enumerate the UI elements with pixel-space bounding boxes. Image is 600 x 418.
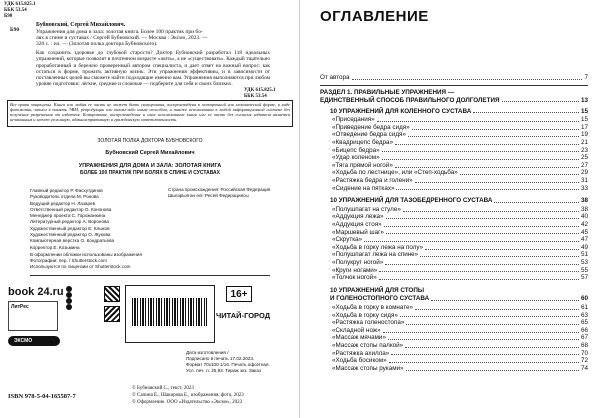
credit-line: Ведущий редактор Н. Лазарев (30, 200, 96, 206)
toc-entry-title: «Удар коленом» (332, 154, 380, 162)
credit-line: Главный редактор Р. Фасхутдинов (30, 188, 103, 193)
country-line-1: Страна происхождения: Российская Федерация (168, 187, 271, 192)
toc-page-number: 55 (580, 266, 588, 274)
toc-exercise-entry (332, 169, 588, 176)
toc-entry-title: 10 УПРАЖНЕНИЙ ДЛЯ ТАЗОБЕДРЕННОГО СУСТАВА (330, 197, 493, 205)
toc-page-number: 23 (580, 146, 588, 154)
country-line-2: Шығарылған елі: Ресей Федерациясы (168, 193, 249, 198)
toc-leader (382, 151, 579, 152)
toc-entry-title: «Сидение на пятках» (332, 184, 395, 192)
toc-entry-title: «Маршевый шаг» (332, 228, 384, 236)
bibliographic-author: Бубновский, Сергей Михайлович. (36, 22, 126, 28)
toc-leader (396, 189, 579, 190)
toc-exercise-entry (332, 147, 588, 154)
toc-exercise-entry (332, 319, 588, 326)
toc-page-number: 45 (580, 228, 588, 236)
toc-leader (391, 354, 579, 355)
toc-page-number: 66 (580, 326, 588, 334)
toc-entry-title: «Полушпагат на стуле» (332, 205, 401, 213)
toc-leader (379, 271, 579, 272)
toc-exercise-entry (332, 221, 588, 228)
copyright-line-1: © Бубновский С., текст, 2023 (132, 386, 194, 391)
toc-leader (412, 129, 579, 130)
eksmo-label: ЭКСМО (14, 338, 33, 344)
toc-exercise-entry (332, 139, 588, 146)
credit-line: Руководитель отдела М. Ронова (30, 194, 99, 200)
toc-entry-title: «Тяга прямой ногой» (332, 161, 393, 169)
toc-leader (384, 226, 579, 227)
toc-leader (420, 256, 579, 257)
toc-exercise-entry (332, 162, 588, 169)
toc-exercise-entry (332, 259, 588, 266)
divider (30, 275, 270, 276)
toc-leader (352, 79, 583, 80)
illustration-line-2: Фотографии: пер. / Shutterstock.com (30, 258, 107, 263)
toc-entry-title: «Толчок ногой» (332, 274, 377, 282)
toc-leader (386, 233, 579, 234)
toc-exercise-entry (332, 244, 588, 251)
toc-entry-title: 10 УПРАЖНЕНИЙ ДЛЯ СТОПЫ (330, 286, 425, 294)
toc-entry-title: 10 УПРАЖНЕНИЙ ДЛЯ КОЛЕННОГО СУСТАВА (330, 107, 472, 115)
toc-leader (386, 218, 579, 219)
credit-line: Компьютерная верстка О. Кондратьева (30, 238, 115, 244)
toc-page-number: 70 (580, 349, 588, 357)
toc-entry-title: «Ходьба по лестнице», или «Степ-ходьба» (332, 169, 458, 177)
toc-exercise-entry (332, 312, 588, 319)
toc-heading: ОГЛАВЛЕНИЕ (320, 8, 429, 25)
toc-entry (330, 295, 588, 302)
date-line-1: Дата изготовления / (186, 350, 229, 355)
toc-entry-title: «Растяжка ахилла» (332, 349, 390, 357)
udk-code: УДК 615.825.1 (4, 2, 36, 7)
toc-leader (415, 309, 579, 310)
toc-entry-title: «Растяжка голеностопа» (332, 319, 405, 327)
annotation-paragraph: Как сохранить здоровье до глубокой старости? Доктор Бубновский разработал 118 идеальных упражнений, которые позволят в почтенном возрасте «жить», а не «существовать». Каждый тщательно проработанный и бережно проверенный автором специалиста, и дает ответ на важный вопрос: как остаться в форме, прожить активную жизнь. Эти упражнения эффективны, и в зависимости от поставленных целей вы сможете найти подходящие именно вам. Упражнения выполняются при любом уровне подготовки: лёгкие, средние и сложные — подберите для себя и своих близких. (36, 50, 270, 88)
toc-page-number: 15 (580, 107, 588, 115)
toc-page-number: 49 (580, 243, 588, 251)
toc-exercise-entry (332, 229, 588, 236)
toc-leader (415, 182, 579, 183)
toc-leader (364, 241, 579, 242)
toc-entry-title: «Массаж стопы руками» (332, 364, 404, 372)
toc-page-number: 21 (580, 139, 588, 146)
toc-leader (494, 202, 579, 203)
toc-exercise-entry (332, 357, 588, 364)
illustration-line-1: В оформлении обложки использованы изображения (30, 252, 142, 257)
credit-line: Художественный редактор О. Жукова (30, 232, 111, 238)
toc-page-number: 42 (580, 221, 588, 228)
toc-leader (502, 101, 579, 102)
toc-entry-title: «Ходьба в горку в комнате» (332, 304, 414, 311)
toc-entry-title: «Скрутка» (332, 236, 363, 244)
qr-code-1 (104, 286, 120, 302)
toc-page-number: 27 (580, 161, 588, 169)
toc-exercise-entry (332, 342, 588, 349)
toc-leader (395, 167, 579, 168)
toc-entry-title: «Приседания» (332, 116, 375, 124)
toc-page-number: 31 (580, 177, 588, 184)
toc-page-number: 47 (580, 236, 588, 244)
bibliographic-line-3: 320 с. : ил. — (Золотая полка доктора Бубновского). (36, 41, 158, 48)
b90-code-2: Б90 (10, 27, 20, 33)
toc-leader (403, 211, 579, 212)
toc-page (300, 0, 600, 418)
toc-page-number: 68 (580, 342, 588, 349)
toc-entry-title: «Ходьба босиком» (332, 357, 387, 365)
toc-section (320, 89, 588, 96)
toc-leader (400, 316, 579, 317)
toc-leader (425, 249, 579, 250)
toc-leader (377, 121, 579, 122)
bibliographic-line-1: Упражнения для дома и зала: золотая книга. Более 100 практик при бо- (36, 28, 203, 35)
toc-exercise-entry (332, 327, 588, 334)
udk-code-2: УДК 615.825.1 (244, 88, 276, 93)
copyright-line-2: © Сапина Е., Шакирова Е., изображения, фото, 2023 (132, 393, 244, 398)
credit-line: Ответственный редактор О. Кононова (30, 206, 112, 212)
illustration-line-3: Используются по лицензии от Shutterstock.com (30, 264, 131, 269)
toc-exercise-entry (332, 236, 588, 243)
isbn-bottom: ISBN 978-5-04-165587-7 (8, 393, 76, 400)
toc-entry-title: «Складной нож» (332, 326, 381, 334)
toc-exercise-entry (332, 251, 588, 258)
toc-rule (320, 85, 588, 86)
bibliographic-line-2: лях в спине и суставах / Сергей Бубновский. — Москва : Эксмо, 2023. — (36, 34, 208, 41)
toc-page-number: 53 (580, 259, 588, 266)
toc-entry-title: «Полукруг ногой» (332, 259, 384, 266)
b90-code: Б90 (4, 14, 13, 19)
toc-entry-title: «Бицепс бедра» (332, 146, 380, 154)
toc-leader (406, 324, 579, 325)
toc-leader (395, 144, 579, 145)
toc-entry-title: РАЗДЕЛ 1. ПРАВИЛЬНЫЕ УПРАЖНЕНИЯ — (320, 89, 455, 96)
toc-entry-title: «Отведение бедра сидя» (332, 131, 406, 139)
toc-exercise-entry (332, 206, 588, 213)
toc-exercise-entry (332, 154, 588, 161)
toc-entry-title: «Аддукция лежа» (332, 213, 384, 221)
toc-entry-title: И ГОЛЕНОСТОПНОГО СУСТАВА (330, 295, 430, 303)
toc-exercise-entry (332, 334, 588, 341)
toc-exercise-entry (332, 213, 588, 220)
toc-leader (473, 112, 579, 113)
toc-page-number: 38 (580, 197, 588, 205)
toc-entry (330, 197, 588, 204)
toc-entry-title: «Ходьба в горку лежа на полу» (332, 243, 424, 251)
date-line-2: Подписано в печать 17.02.2023. (186, 356, 255, 361)
bbk-code-2: ББК 53.54 (244, 94, 267, 99)
toc-page-number: 17 (580, 123, 588, 131)
toc-page-number: 25 (580, 154, 588, 162)
barcode (132, 298, 207, 326)
toc-leader (406, 370, 579, 371)
date-line-3: Формат 70х100 1/16. Печать офсетная. (186, 362, 270, 367)
toc-entry-title: «Массаж стопы палкой» (332, 342, 404, 349)
toc-page-number: 60 (580, 295, 588, 303)
toc-entry-title: «Квадрицепс бедра» (332, 139, 394, 146)
toc-entry (320, 74, 588, 81)
toc-section (320, 97, 588, 104)
credit-line: Литературный редактор А. Воронова (30, 219, 109, 225)
credit-line: Корректор Е. Козьмина (30, 244, 80, 250)
toc-leader (379, 279, 579, 280)
toc-leader (382, 159, 579, 160)
toc-page-number: 61 (580, 304, 588, 311)
toc-page-number: 15 (580, 116, 588, 124)
toc-leader (431, 300, 579, 301)
toc-exercise-entry (332, 177, 588, 184)
toc-leader (383, 332, 579, 333)
social-list (66, 286, 72, 310)
litres-badge: ЛитРес (8, 301, 58, 331)
credit-line: Художественный редактор Е. Клыков (30, 225, 110, 231)
toc-exercise-entry (332, 274, 588, 281)
toc-page-number: 51 (580, 251, 588, 259)
book24-logo: book 24.ru (8, 286, 64, 298)
toc-entry (330, 287, 588, 294)
toc-entry-title: «Ходьба в горку сидя» (332, 311, 398, 319)
toc-page-number: 67 (580, 334, 588, 342)
toc-exercise-entry (332, 350, 588, 357)
credit-line: Менеджер проекта С. Горожанкина (30, 213, 106, 219)
toc-leader (460, 174, 579, 175)
toc-exercise-entry (332, 124, 588, 131)
toc-page-number: 57 (580, 274, 588, 282)
toc-exercise-entry (332, 267, 588, 274)
age-rating-badge: 16+ (226, 286, 252, 302)
eksmo-pill (8, 336, 60, 346)
toc-entry-title: ЕДИНСТВЕННЫЙ СПОСОБ ПРАВИЛЬНОГО ДОЛГОЛЕТИЯ (320, 96, 500, 104)
toc-entry-title: «Массаж мячами» (332, 334, 386, 342)
toc-exercise-entry (332, 116, 588, 123)
toc-leader (408, 136, 579, 137)
toc-entry-title: «Круги ногами» (332, 266, 378, 274)
title-center-1: УПРАЖНЕНИЯ ДЛЯ ДОМА И ЗАЛА: ЗОЛОТАЯ КНИГА (78, 163, 222, 169)
toc-entry-title: «Приведение бедра сидя» (332, 123, 410, 131)
toc-entry-title: От автора (320, 74, 350, 81)
toc-entry-title: «Полушпагат лежа на спине» (332, 251, 419, 259)
toc-page-number: 33 (580, 184, 588, 192)
toc-page-number: 38 (580, 205, 588, 213)
toc-page-number: 29 (580, 169, 588, 177)
toc-page-number: 40 (580, 213, 588, 221)
toc-page-number: 7 (584, 74, 588, 81)
toc-leader (388, 339, 579, 340)
author-center: Бубновский Сергей Михайлович (105, 150, 195, 156)
date-line-4: Усл. печ. л. 25,93. Тираж экз. Заказ (186, 368, 261, 373)
qr-code-2 (104, 306, 120, 322)
title-center-2: БОЛЕЕ 100 ПРАКТИК ПРИ БОЛЯХ В СПИНЕ И СУСТАВАХ (79, 170, 221, 176)
toc-page-number: 74 (580, 364, 588, 372)
toc-exercise-entry (332, 185, 588, 192)
toc-leader (405, 347, 579, 348)
series-line: ЗОЛОТАЯ ПОЛКА ДОКТОРА БУБНОВСКОГО (97, 138, 203, 144)
toc-page-number: 72 (580, 357, 588, 365)
toc-exercise-entry (332, 131, 588, 138)
toc-page-number: 13 (580, 96, 588, 104)
toc-exercise-entry (332, 304, 588, 311)
toc-page-number: 65 (580, 319, 588, 327)
toc-leader (389, 362, 579, 363)
rights-notice: Все права защищены. Книга или любая ее часть не может быть скопирована, воспроизведена в электронной или механической форме, в виде фотокопии, записи в память ЭВМ, репродукции или каким-либо иным способом, а также использована в любой информационной системе без получения разрешения от издателя. Копирование, воспроизведение и иное использование книги или ее части без согласия издателя является незаконным и влечет уголовную, административную и гражданскую ответственность. (10, 101, 290, 122)
toc-page-number: 63 (580, 311, 588, 319)
toc-page-number: 19 (580, 131, 588, 139)
copyright-line-3: © Оформление. ООО «Издательство «Эксмо», 2023 (132, 400, 243, 405)
toc-exercise-entry (332, 365, 588, 372)
chitai-gorod-logo: ЧИТАЙ-ГОРОД (216, 311, 271, 320)
toc-entry-title: «Аддукция стоя» (332, 221, 382, 228)
credits-list (30, 188, 160, 251)
bbk-code: ББК 53.54 (4, 8, 27, 13)
odnoklassniki-icon (66, 304, 72, 310)
toc-entry-title: «Растяжка бедра и голени» (332, 177, 413, 184)
toc-leader (385, 264, 579, 265)
toc-entry (330, 108, 588, 115)
